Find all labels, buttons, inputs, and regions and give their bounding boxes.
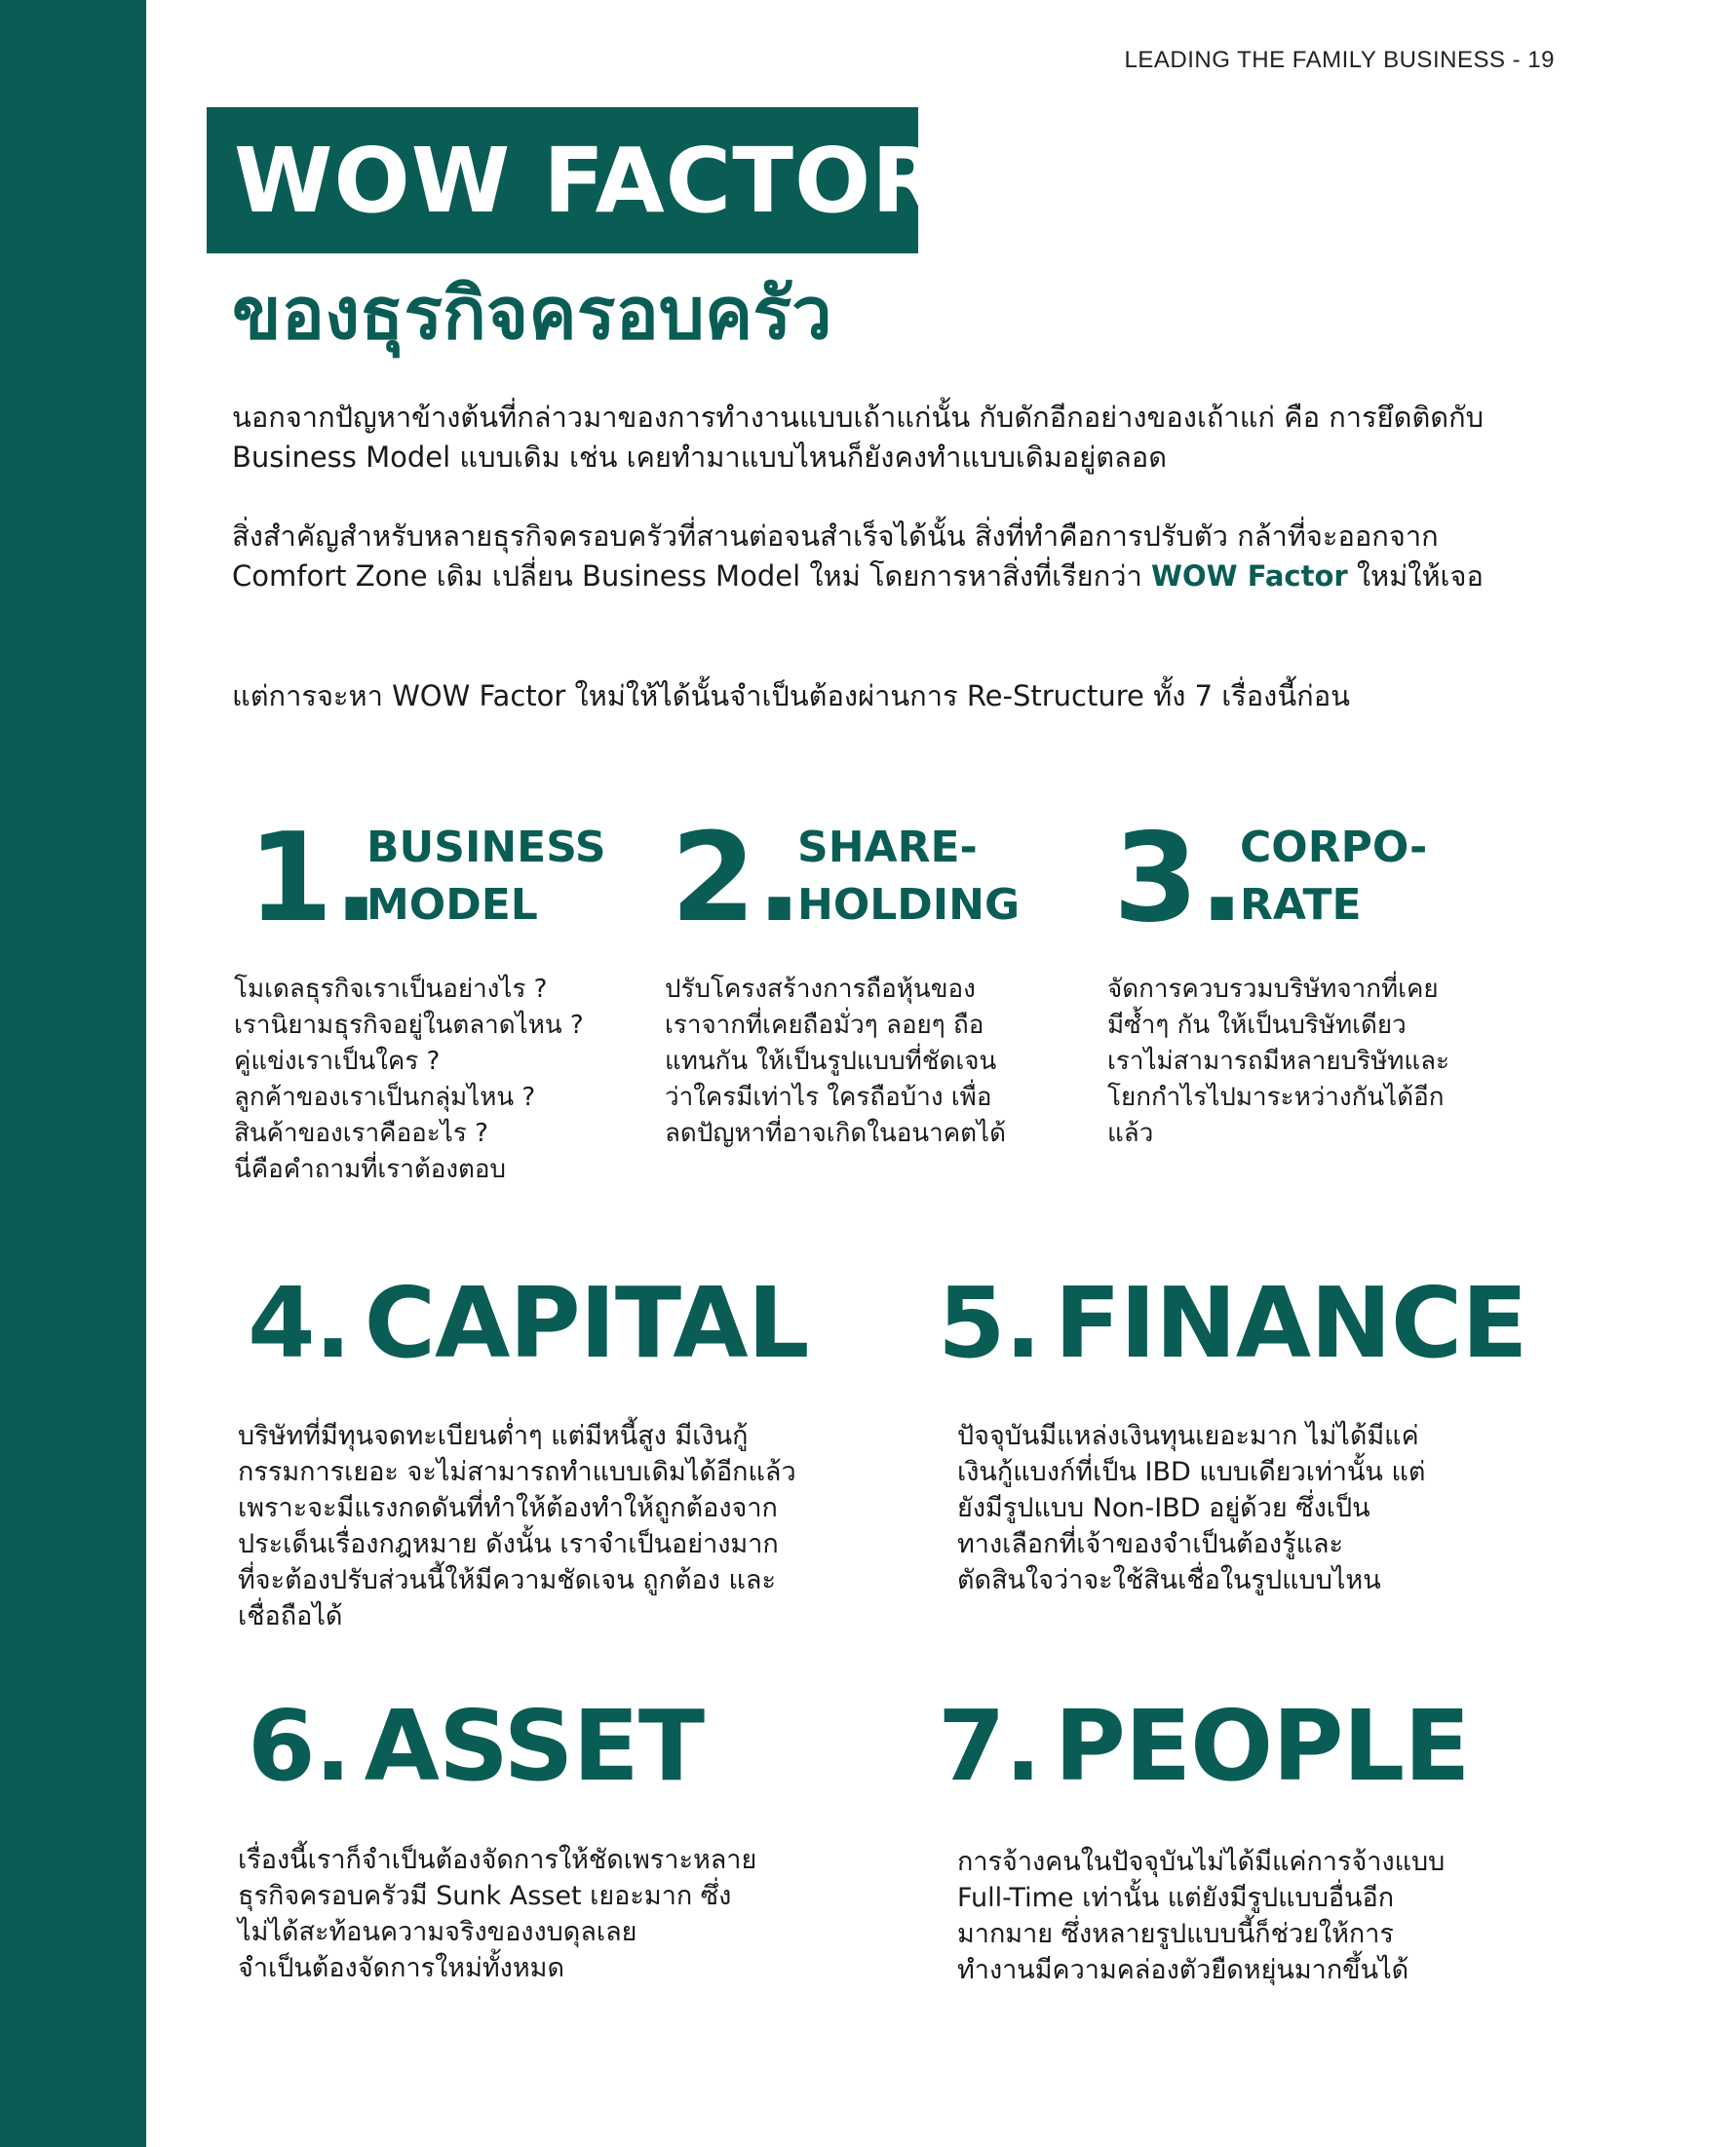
item-7-number: 7. bbox=[938, 1689, 1041, 1803]
item-3-title: CORPO- RATE bbox=[1240, 823, 1428, 930]
intro-p2-highlight: WOW Factor bbox=[1150, 559, 1348, 593]
title-box bbox=[207, 107, 943, 253]
item-3-text: จัดการควบรวมบริษัทจากที่เคย มีซ้ำๆ กัน ให้เป็นบริษัทเดียว เราไม่สามารถมีหลายบริษัทและ โยกกำไรไปมาระหว่างกันได้อีก แล้ว bbox=[1107, 975, 1450, 1148]
item-7-heading bbox=[938, 1689, 1470, 1803]
item-2-title: SHARE- HOLDING bbox=[797, 823, 1021, 930]
item-1-number: 1. bbox=[248, 806, 380, 949]
item-5-number: 5. bbox=[938, 1266, 1041, 1380]
item-4-heading bbox=[248, 1266, 809, 1380]
item-1-title: BUSINESS MODEL bbox=[366, 823, 606, 930]
item-4-title: CAPITAL bbox=[364, 1266, 809, 1380]
item-5-text: ปัจจุบันมีแหล่งเงินทุนเยอะมาก ไม่ได้มีแค่ เงินกู้แบงก์ที่เป็น IBD แบบเดียวเท่านั้น แต่ ยังมีรูปแบบ Non-IBD อยู่ด้วย ซึ่งเป็น ทางเลือกที่เจ้าของจำเป็นต้องรู้และ ตัดสินใจว่าจะใช้สินเชื่อในรูปแบบไหน bbox=[957, 1421, 1426, 1595]
intro-paragraph-1: นอกจากปัญหาข้างต้นที่กล่าวมาของการทำงานแบบเถ้าแก่นั้น กับดักอีกอย่างของเถ้าแก่ คือ การยึดติดกับ Business Model แบบเดิม เช่น เคยทำมาแบบไหนก็ยังคงทำแบบเดิมอยู่ตลอด bbox=[232, 401, 1485, 474]
green-sidebar-bar bbox=[0, 0, 146, 2147]
item-2-number: 2. bbox=[671, 806, 803, 949]
page-subtitle: ของธุรกิจครอบครัว bbox=[232, 272, 832, 356]
item-3-number: 3. bbox=[1113, 806, 1246, 949]
item-7-text: การจ้างคนในปัจจุบันไม่ได้มีแค่การจ้างแบบ Full-Time เท่านั้น แต่ยังมีรูปแบบอื่นอีก มากมาย ซึ่งหลายรูปแบบนี้ก็ช่วยให้การ ทำงานมีความคล่องตัวยืดหยุ่นมากขึ้นได้ bbox=[957, 1847, 1446, 1985]
item-2-text: ปรับโครงสร้างการถือหุ้นของ เราจากที่เคยถือมั่วๆ ลอยๆ ถือ แทนกัน ให้เป็นรูปแบบที่ชัดเจน ว่าใครมีเท่าไร ใครถือบ้าง เพื่อ ลดปัญหาที่อาจเกิดในอนาคตได้ bbox=[665, 975, 1007, 1148]
item-5-title: FINANCE bbox=[1054, 1266, 1527, 1380]
intro-paragraph-2 bbox=[232, 517, 1509, 596]
intro-paragraph-3: แต่การจะหา WOW Factor ใหม่ให้ได้นั้นจำเป็นต้องผ่านการ Re-Structure ทั้ง 7 เรื่องนี้ก่อน bbox=[232, 679, 1350, 712]
item-6-number: 6. bbox=[248, 1689, 351, 1803]
item-5-heading bbox=[938, 1266, 1527, 1380]
item-4-number: 4. bbox=[248, 1266, 351, 1380]
intro-p2-text: สิ่งสำคัญสำหรับหลายธุรกิจครอบครัวที่สานต่อจนสำเร็จได้นั้น สิ่งที่ทำคือการปรับตัว กล้าที่จะออกจาก Comfort Zone เดิม เปลี่ยน Business Model ใหม่ โดยการหาสิ่งที่เรียกว่า bbox=[232, 519, 1439, 593]
running-head: LEADING THE FAMILY BUSINESS - 19 bbox=[1124, 47, 1555, 73]
item-4-text: บริษัทที่มีทุนจดทะเบียนต่ำๆ แต่มีหนี้สูง มีเงินกู้ กรรมการเยอะ จะไม่สามารถทำแบบเดิมได้อีกแล้ว เพราะจะมีแรงกดดันที่ทำให้ต้องทำให้ถูกต้องจาก ประเด็นเรื่องกฎหมาย ดังนั้น เราจำเป็นอย่างมาก ที่จะต้องปรับส่วนนี้ให้มีความชัดเจน ถูกต้อง และ เชื่อถือได้ bbox=[238, 1421, 796, 1631]
item-6-title: ASSET bbox=[364, 1689, 705, 1803]
page-title: WOW FACTOR bbox=[234, 129, 943, 233]
item-1-text: โมเดลธุรกิจเราเป็นอย่างไร ? เรานิยามธุรกิจอยู่ในตลาดไหน ? คู่แข่งเราเป็นใคร ? ลูกค้าของเราเป็นกลุ่มไหน ? สินค้าของเราคืออะไร ? นี่คือคำถามที่เราต้องตอบ bbox=[234, 975, 584, 1184]
item-6-heading bbox=[248, 1689, 705, 1803]
item-7-title: PEOPLE bbox=[1054, 1689, 1470, 1803]
item-6-text: เรื่องนี้เราก็จำเป็นต้องจัดการให้ชัดเพราะหลาย ธุรกิจครอบครัวมี Sunk Asset เยอะมาก ซึ่ง ไม่ได้สะท้อนความจริงของงบดุลเลย จำเป็นต้องจัดการใหม่ทั้งหมด bbox=[238, 1845, 757, 1983]
intro-p2-end: ใหม่ให้เจอ bbox=[1347, 559, 1484, 593]
